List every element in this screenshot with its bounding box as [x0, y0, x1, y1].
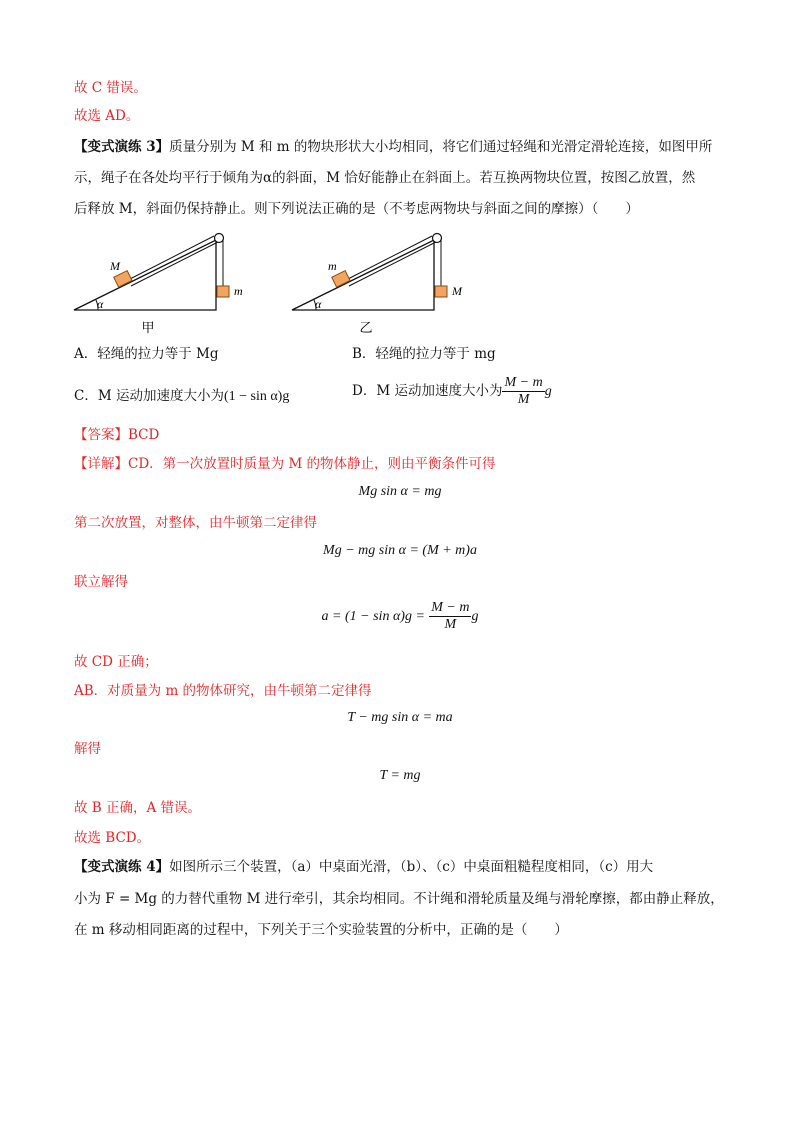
option-d-label: D．M 运动加速度大小为 [352, 383, 503, 399]
block-M [435, 286, 447, 297]
detail-line-2: 第二次放置，对整体，由牛顿第二定律得 [74, 515, 317, 531]
equation-3-fraction [429, 600, 471, 633]
detail-line-8: 故选 BCD。 [74, 830, 151, 846]
option-d [352, 373, 552, 410]
figure-jia-angle: α [97, 297, 104, 311]
figure-yi-angle: α [315, 297, 322, 311]
q4-line-1 [74, 857, 653, 877]
pulley-icon [215, 234, 224, 243]
option-b: B．轻绳的拉力等于 mg [352, 346, 496, 362]
q3-tag: 【变式演练 3】 [74, 139, 170, 155]
figure-jia-label-hanging-block: m [234, 284, 243, 298]
option-d-denominator: M [517, 392, 530, 407]
option-a: A．轻绳的拉力等于 Mg [74, 346, 219, 362]
pulley-icon [433, 234, 442, 243]
q4-line-2: 小为 F = Mg 的力替代重物 M 进行牵引，其余均相同。不计绳和滑轮质量及绳与滑轮摩擦，都由静止释放， [74, 891, 724, 907]
figure-yi-label-hanging-block: M [452, 284, 462, 298]
detail-line-6: 解得 [74, 741, 101, 757]
figure-yi-label-slope-block: m [328, 259, 337, 273]
option-d-fraction [502, 375, 544, 408]
equation-5: T = mg [379, 768, 421, 783]
option-c-label: C．M 运动加速度大小为 [74, 388, 224, 404]
q3-line-3: 后释放 M，斜面仍保持静止。则下列说法正确的是（不考虑两物块与斜面之间的摩擦）（ ） [74, 201, 639, 217]
equation-3 [0, 598, 800, 635]
detail-line-3: 联立解得 [74, 574, 128, 590]
block-m [332, 271, 350, 287]
equation-4: T − mg sin α = ma [347, 710, 453, 725]
option-d-suffix: g [544, 384, 552, 399]
q4-line-3: 在 m 移动相同距离的过程中，下列关于三个实验装置的分析中，正确的是（ ） [74, 922, 568, 938]
equation-1: Mg sin α = mg [358, 484, 442, 499]
figure-yi [288, 228, 478, 338]
q3-line-1 [74, 137, 712, 157]
intro-line-2: 故选 AD。 [74, 108, 140, 124]
q3-line-1-text: 质量分别为 M 和 m 的物块形状大小均相同，将它们通过轻绳和光滑定滑轮连接，如图甲所 [169, 139, 713, 155]
block-m [217, 286, 229, 297]
intro-line-1: 故 C 错误。 [74, 80, 147, 96]
figure-yi-caption: 乙 [359, 320, 373, 335]
detail-line-5: AB．对质量为 m 的物体研究，由牛顿第二定律得 [74, 683, 372, 699]
detail-tag: 【详解】 [74, 456, 128, 472]
answer-label: 【答案】BCD [74, 427, 160, 443]
equation-3-denominator: M [444, 617, 457, 632]
q4-line-1-text: 如图所示三个装置，（a）中桌面光滑，（b）、（c）中桌面粗糙程度相同，（c）用大 [169, 859, 654, 875]
block-M [114, 271, 132, 287]
figure-jia [70, 228, 260, 338]
detail-line-1 [74, 454, 496, 474]
equation-2: Mg − mg sin α = (M + m)a [323, 543, 477, 558]
equation-3-suffix: g [471, 609, 479, 624]
equation-3-left: a = (1 − sin α)g = [321, 609, 425, 624]
detail-line-4: 故 CD 正确； [74, 654, 158, 670]
q4-tag: 【变式演练 4】 [74, 859, 170, 875]
q3-line-2: 示，绳子在各处均平行于倾角为α的斜面，M 恰好能静止在斜面上。若互换两物块位置，按图乙放置，然 [74, 170, 696, 186]
option-c-expr: (1 − sin α)g [223, 389, 290, 404]
option-d-numerator: M − m [504, 375, 543, 390]
detail-line-7: 故 B 正确，A 错误。 [74, 800, 202, 816]
option-c [74, 386, 289, 407]
figure-jia-caption: 甲 [141, 320, 155, 335]
detail-line-1-text: CD．第一次放置时质量为 M 的物体静止，则由平衡条件可得 [128, 456, 496, 472]
equation-3-numerator: M − m [431, 600, 470, 615]
figure-jia-label-slope-block: M [110, 259, 120, 273]
